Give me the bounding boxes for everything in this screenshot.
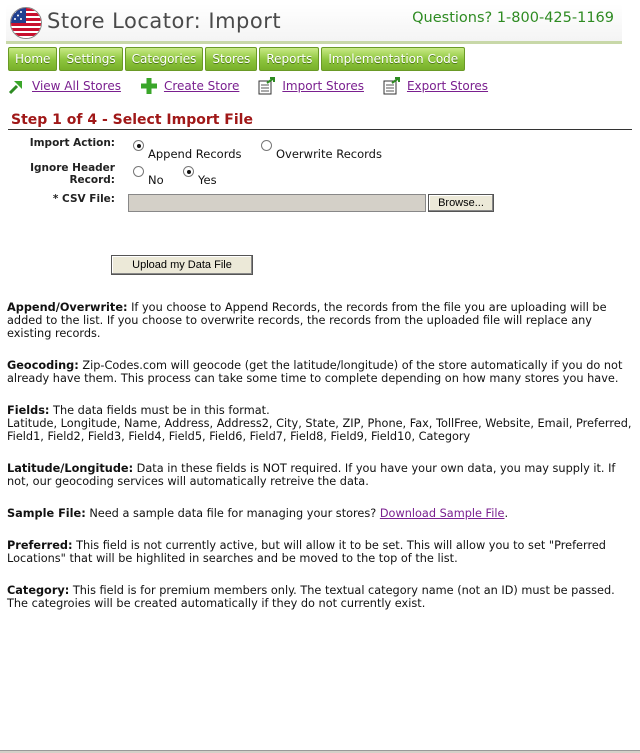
help-sample-title: Sample File: (7, 507, 86, 520)
page-title: Store Locator: Import (47, 9, 282, 33)
main-nav (8, 47, 465, 71)
upload-data-file-button[interactable]: Upload my Data File (111, 255, 253, 275)
help-latitude-longitude (7, 462, 632, 488)
ignore-header-no-radio[interactable] (133, 166, 144, 177)
export-stores-icon (383, 77, 401, 95)
help-append-title: Append/Overwrite: (7, 301, 128, 314)
help-geocoding-text: Zip-Codes.com will geocode (get the latitude/longitude) of the store automatically if you do not already have them. This process can take some time to complete depending on how many stores you have. (7, 359, 623, 385)
help-sample-file (7, 507, 632, 520)
ignore-header-label (20, 162, 115, 186)
help-category (7, 584, 632, 610)
import-action-label: Import Action: (29, 137, 115, 149)
create-store-label[interactable]: Create Store (163, 79, 240, 93)
step-heading: Step 1 of 4 - Select Import File (11, 112, 253, 128)
help-fields-title: Fields: (7, 404, 50, 417)
help-preferred-title: Preferred: (7, 539, 73, 552)
help-category-text: This field is for premium members only. The textual category name (not an ID) must be passed. The categroies will be created automatically if they do not currently exist. (7, 584, 615, 610)
help-category-title: Category: (7, 584, 70, 597)
create-store-link[interactable] (140, 77, 239, 95)
nav-settings[interactable]: Settings (59, 47, 122, 71)
csv-file-input[interactable] (128, 194, 426, 212)
us-flag-logo-icon (10, 7, 42, 39)
create-store-icon (140, 77, 158, 95)
download-sample-file-link[interactable]: Download Sample File (379, 507, 505, 520)
help-latlong-text: Data in these fields is NOT required. If you have your own data, you may supply it. If not, our geocoding services will automatically retreive the data. (7, 462, 616, 488)
ignore-header-yes-label[interactable]: Yes (198, 173, 217, 187)
nav-stores[interactable]: Stores (205, 47, 257, 71)
ignore-header-no-label[interactable]: No (148, 173, 164, 187)
ignore-header-yes-radio[interactable] (183, 166, 194, 177)
help-append-text: If you choose to Append Records, the records from the file you are uploading will be added to the list. If you choose to overwrite records, the records from the uploaded file will replace any existing records. (7, 301, 607, 340)
nav-home[interactable]: Home (8, 47, 57, 71)
import-stores-link[interactable] (258, 77, 364, 95)
help-sample-text: Need a sample data file for managing your stores? (85, 507, 380, 520)
store-actions (8, 76, 507, 96)
append-records-radio[interactable] (133, 140, 144, 151)
help-geocoding-title: Geocoding: (7, 359, 79, 372)
help-geocoding (7, 359, 632, 385)
help-fields-text: The data fields must be in this format. (49, 404, 270, 417)
import-stores-label[interactable]: Import Stores (282, 79, 364, 93)
view-stores-icon (8, 77, 26, 95)
browse-button[interactable]: Browse... (428, 194, 494, 212)
support-phone: Questions? 1-800-425-1169 (412, 10, 614, 26)
export-stores-link[interactable] (383, 77, 488, 95)
help-latlong-title: Latitude/Longitude: (7, 462, 134, 475)
nav-implementation-code[interactable]: Implementation Code (321, 47, 465, 71)
help-preferred (7, 539, 632, 565)
help-fields (7, 404, 632, 443)
app-header (6, 4, 622, 44)
step-divider (8, 129, 632, 130)
csv-file-label: * CSV File: (52, 193, 115, 205)
ignore-header-label-line1: Ignore Header (30, 162, 115, 174)
view-all-stores-link[interactable] (8, 77, 121, 95)
export-stores-label[interactable]: Export Stores (406, 79, 489, 93)
ignore-header-label-line2: Record: (69, 174, 115, 186)
nav-reports[interactable]: Reports (259, 47, 319, 71)
import-stores-icon (258, 77, 276, 95)
overwrite-records-label[interactable]: Overwrite Records (276, 147, 382, 161)
append-records-label[interactable]: Append Records (148, 147, 242, 161)
overwrite-records-radio[interactable] (261, 140, 272, 151)
help-append-overwrite (7, 301, 632, 340)
view-all-stores-label[interactable]: View All Stores (32, 79, 121, 93)
help-preferred-text: This field is not currently active, but will allow it to be set. This will allow you to set "Preferred Locations" that will be highlited in searches and be moved to the top of the list. (7, 539, 606, 565)
help-fields-list: Latitude, Longitude, Name, Address, Address2, City, State, ZIP, Phone, Fax, TollFree, Website, Email, Preferred, Field1, Field2, Field3, Field4, Field5, Field6, Field7, Field8, Field9, Field10, Category (7, 417, 632, 443)
help-sample-end: . (504, 507, 509, 520)
nav-categories[interactable]: Categories (125, 47, 204, 71)
